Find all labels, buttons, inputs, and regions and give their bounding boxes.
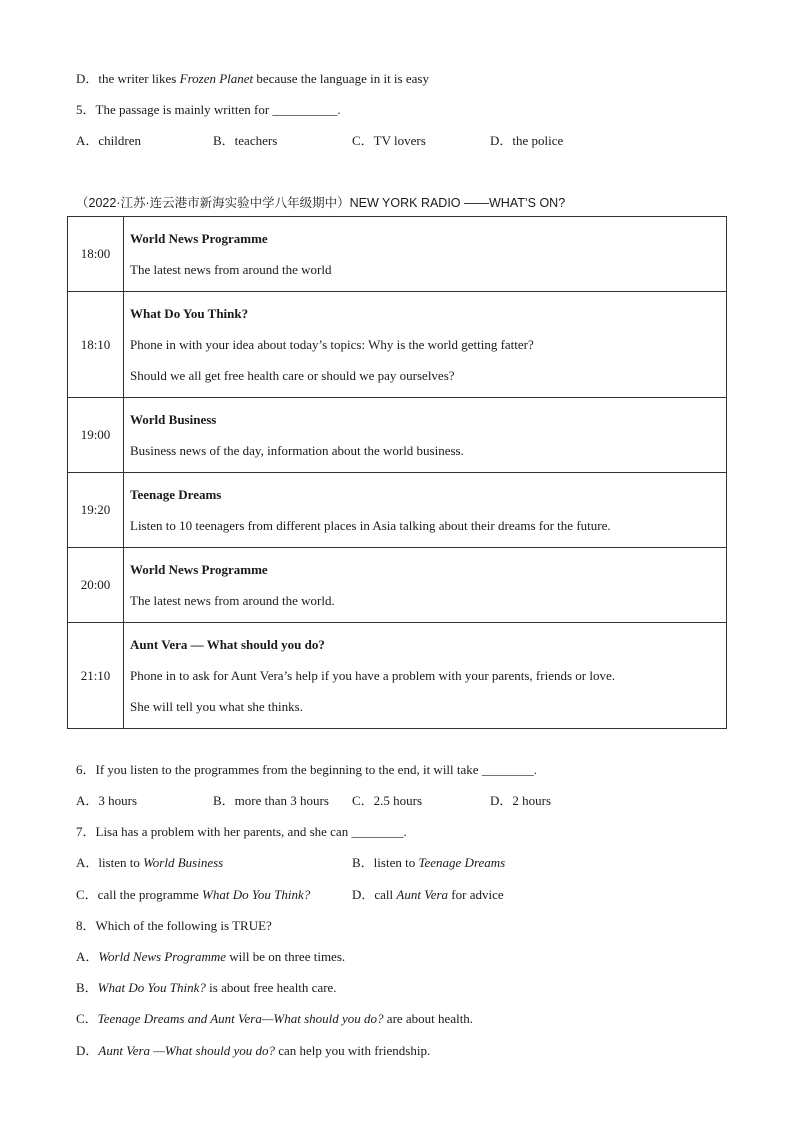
programme-desc: The latest news from around the world (130, 262, 332, 277)
programme-desc: Phone in to ask for Aunt Vera’s help if you have a problem with your parents, friends or love. (130, 668, 615, 683)
option-label: A． (76, 949, 99, 964)
q7-option-d (352, 884, 504, 903)
programme-cell (124, 292, 727, 398)
programme-desc: Business news of the day, information about the world business. (130, 443, 464, 458)
q6-option-d: D．2 hours (490, 793, 552, 808)
programme-cell (124, 548, 727, 623)
option-text-end: will be on three times. (226, 949, 346, 964)
option-text-end: is about free health care. (205, 980, 337, 995)
option-label: D．call (352, 887, 397, 902)
option-label: C． (76, 1011, 98, 1026)
q6-option-c: C．2.5 hours (352, 793, 423, 808)
option-italic: What Do You Think? (97, 980, 206, 995)
schedule-table (67, 216, 727, 729)
option-italic: What Do You Think? (202, 887, 311, 902)
option-label: D． (76, 71, 99, 86)
q8-option-b (76, 977, 337, 996)
option-text: the writer likes (98, 71, 180, 86)
option-italic: Frozen Planet (179, 71, 254, 86)
option-label: D． (76, 1043, 99, 1058)
section-heading: （2022·江苏·连云港市新海实验中学八年级期中）NEW YORK RADIO ——WHAT’S ON? (76, 196, 566, 210)
programme-title: Aunt Vera — What should you do? (130, 637, 325, 652)
q5-option-c: C．TV lovers (352, 133, 426, 148)
q6-stem: 6．If you listen to the programmes from the beginning to the end, it will take ________. (76, 762, 538, 777)
programme-desc: She will tell you what she thinks. (130, 699, 303, 714)
programme-title: Teenage Dreams (130, 487, 222, 502)
schedule-row (68, 398, 727, 473)
q5-option-b: B．teachers (213, 133, 278, 148)
q8-option-c (76, 1008, 473, 1027)
q6-option-a: A．3 hours (76, 793, 138, 808)
programme-title: World News Programme (130, 562, 268, 577)
programme-desc: Phone in with your idea about today’s topics: Why is the world getting fatter? (130, 337, 534, 352)
option-text-end: are about health. (383, 1011, 474, 1026)
option-italic: World Business (143, 855, 224, 870)
option-text-end: can help you with friendship. (274, 1043, 431, 1058)
q7-stem: 7．Lisa has a problem with her parents, and she can ________. (76, 824, 407, 839)
time-cell: 18:00 (68, 217, 124, 292)
q8-stem: 8．Which of the following is TRUE? (76, 918, 272, 933)
option-italic: Aunt Vera —What should you do? (98, 1043, 275, 1058)
option-italic: Teenage Dreams (418, 855, 506, 870)
programme-cell (124, 398, 727, 473)
option-italic: Teenage Dreams and Aunt Vera—What should you do? (97, 1011, 384, 1026)
option-text-end: because the language in it is easy (253, 71, 429, 86)
programme-cell (124, 623, 727, 729)
schedule-row (68, 473, 727, 548)
programme-title: World Business (130, 412, 217, 427)
q4-option-d (76, 68, 429, 87)
schedule-row (68, 292, 727, 398)
option-italic: World News Programme (98, 949, 226, 964)
q5-stem: 5．The passage is mainly written for __________. (76, 102, 341, 117)
programme-title: World News Programme (130, 231, 268, 246)
q5-option-a: A．children (76, 133, 141, 148)
programme-desc: Listen to 10 teenagers from different places in Asia talking about their dreams for the future. (130, 518, 611, 533)
schedule-row (68, 623, 727, 729)
option-label: B．listen to (352, 855, 419, 870)
q7-option-b (352, 852, 505, 871)
time-cell: 19:00 (68, 398, 124, 473)
programme-cell (124, 217, 727, 292)
q5-option-d: D．the police (490, 133, 564, 148)
q7-option-a (76, 852, 223, 871)
time-cell: 21:10 (68, 623, 124, 729)
schedule-row (68, 217, 727, 292)
schedule-row (68, 548, 727, 623)
option-label: C．call the programme (76, 887, 202, 902)
time-cell: 19:20 (68, 473, 124, 548)
programme-desc: The latest news from around the world. (130, 593, 335, 608)
programme-desc: Should we all get free health care or should we pay ourselves? (130, 368, 455, 383)
q8-option-a (76, 946, 345, 965)
programme-title: What Do You Think? (130, 306, 249, 321)
q6-option-b: B．more than 3 hours (213, 793, 329, 808)
q7-option-c (76, 884, 310, 903)
option-label: B． (76, 980, 98, 995)
q8-option-d (76, 1040, 430, 1059)
time-cell: 20:00 (68, 548, 124, 623)
programme-cell (124, 473, 727, 548)
option-label: A．listen to (76, 855, 144, 870)
option-text-end: for advice (448, 887, 504, 902)
option-italic: Aunt Vera (396, 887, 449, 902)
time-cell: 18:10 (68, 292, 124, 398)
